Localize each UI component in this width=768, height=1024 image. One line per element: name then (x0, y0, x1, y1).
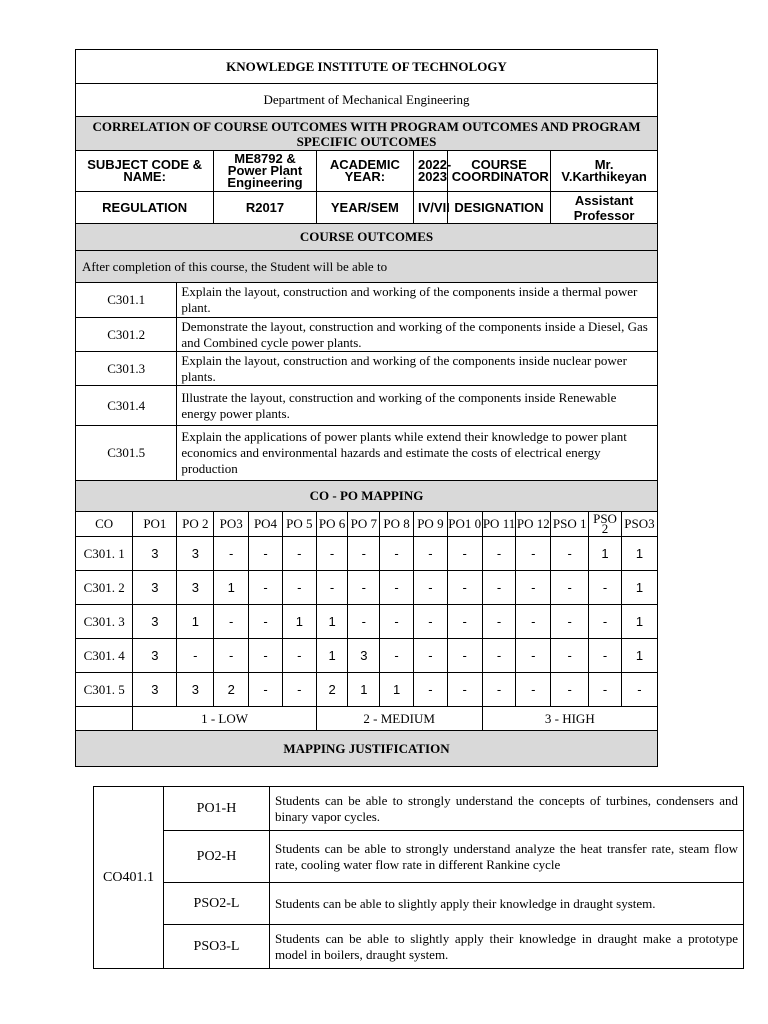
justification-label: PO1-H (164, 787, 270, 831)
mapping-cell: - (551, 639, 589, 673)
po-column-header: PSO 1 (551, 512, 589, 537)
mapping-cell: - (516, 673, 551, 707)
mapping-cell: - (214, 639, 249, 673)
correlation-table (75, 49, 658, 767)
justification-text: Students can be able to strongly understand analyze the heat transfer rate, steam flow rate, cooling water flow rate in different Rankine cycle (270, 831, 744, 883)
justification-text: Students can be able to slightly apply their knowledge in draught make a prototype model in boilers, draught system. (270, 925, 744, 969)
mapping-row-code: C301. 1 (76, 537, 133, 571)
co-code: C301.2 (76, 318, 177, 352)
mapping-cell: 1 (589, 537, 622, 571)
justification-text: Students can be able to strongly understand the concepts of turbines, condensers and binary vapor cycles. (270, 787, 744, 831)
po-column-header: PO3 (214, 512, 249, 537)
co-code: C301.3 (76, 352, 177, 386)
mapping-cell: - (380, 605, 414, 639)
mapping-cell: - (348, 605, 380, 639)
po-column-header: PO 7 (348, 512, 380, 537)
coordinator-label: COURSE COORDINATOR (447, 151, 550, 192)
po-column-header: PO 6 (316, 512, 348, 537)
mapping-cell: - (214, 537, 249, 571)
subject-value: ME8792 & Power Plant Engineering (214, 151, 316, 192)
mapping-cell: - (348, 571, 380, 605)
mapping-cell: - (482, 537, 516, 571)
mapping-justification-title: MAPPING JUSTIFICATION (76, 731, 658, 767)
mapping-cell: - (282, 571, 316, 605)
mapping-cell: - (282, 673, 316, 707)
po-column-header: PO 8 (380, 512, 414, 537)
mapping-cell: - (282, 639, 316, 673)
mapping-cell: - (249, 639, 283, 673)
designation-label: DESIGNATION (447, 192, 550, 224)
co-code: C301.1 (76, 283, 177, 318)
legend-high: 3 - HIGH (482, 707, 657, 731)
mapping-cell: - (249, 673, 283, 707)
po-column-header: PO 9 (414, 512, 448, 537)
mapping-cell: - (380, 537, 414, 571)
mapping-cell: - (447, 639, 482, 673)
mapping-cell: - (316, 571, 348, 605)
mapping-cell: - (447, 571, 482, 605)
course-outcomes-title: COURSE OUTCOMES (76, 224, 658, 251)
mapping-cell: 1 (621, 605, 657, 639)
coordinator-value: Mr. V.Karthikeyan (551, 151, 658, 192)
mapping-cell: 3 (133, 605, 177, 639)
mapping-row-code: C301. 2 (76, 571, 133, 605)
po-column-header: PO1 (133, 512, 177, 537)
po-column-header: PO 5 (282, 512, 316, 537)
mapping-cell: - (482, 605, 516, 639)
mapping-cell: 1 (177, 605, 214, 639)
co-code: C301.4 (76, 386, 177, 426)
po-column-header: PO 12 (516, 512, 551, 537)
mapping-cell: 1 (282, 605, 316, 639)
justification-table (93, 786, 744, 969)
co-description: Explain the applications of power plants while extend their knowledge to power plant economics and environmental hazards and estimate the costs of electrical energy production (177, 426, 658, 481)
mapping-cell: - (414, 639, 448, 673)
mapping-cell: 3 (177, 537, 214, 571)
mapping-cell: 3 (133, 537, 177, 571)
mapping-cell: 1 (348, 673, 380, 707)
mapping-cell: - (516, 639, 551, 673)
mapping-cell: - (589, 639, 622, 673)
mapping-cell: 2 (214, 673, 249, 707)
justification-label: PO2-H (164, 831, 270, 883)
co-po-mapping-title: CO - PO MAPPING (76, 481, 658, 512)
justification-label: PSO2-L (164, 883, 270, 925)
yearsem-value: IV/VII (414, 192, 448, 224)
correlation-title: CORRELATION OF COURSE OUTCOMES WITH PROGRAM OUTCOMES AND PROGRAM SPECIFIC OUTCOMES (76, 117, 658, 151)
mapping-cell: - (589, 571, 622, 605)
co-description: Explain the layout, construction and working of the components inside a thermal power plant. (177, 283, 658, 318)
mapping-cell: - (551, 571, 589, 605)
justification-label: PSO3-L (164, 925, 270, 969)
po-column-header: PO1 0 (447, 512, 482, 537)
mapping-cell: - (516, 571, 551, 605)
academic-year-label: ACADEMIC YEAR: (316, 151, 413, 192)
mapping-cell: - (348, 537, 380, 571)
mapping-cell: - (282, 537, 316, 571)
academic-year-value: 2022-2023 (414, 151, 448, 192)
mapping-cell: - (447, 605, 482, 639)
mapping-row-code: C301. 4 (76, 639, 133, 673)
mapping-cell: - (482, 571, 516, 605)
mapping-cell: - (589, 673, 622, 707)
mapping-cell: 3 (133, 639, 177, 673)
mapping-cell: - (551, 537, 589, 571)
mapping-cell: 3 (133, 673, 177, 707)
subject-label: SUBJECT CODE & NAME: (76, 151, 214, 192)
mapping-cell: 1 (316, 639, 348, 673)
mapping-cell: 3 (133, 571, 177, 605)
mapping-cell: - (177, 639, 214, 673)
po-column-header: PO4 (249, 512, 283, 537)
mapping-cell: 1 (621, 571, 657, 605)
legend-spacer (76, 707, 133, 731)
mapping-cell: - (414, 605, 448, 639)
po-column-header: PO 2 (177, 512, 214, 537)
mapping-cell: - (482, 673, 516, 707)
mapping-cell: 3 (177, 571, 214, 605)
mapping-cell: 1 (380, 673, 414, 707)
legend-medium: 2 - MEDIUM (316, 707, 482, 731)
mapping-cell: - (316, 537, 348, 571)
mapping-cell: - (621, 673, 657, 707)
course-outcomes-intro: After completion of this course, the Student will be able to (76, 251, 658, 283)
mapping-cell: - (214, 605, 249, 639)
mapping-cell: - (482, 639, 516, 673)
mapping-cell: - (414, 537, 448, 571)
mapping-cell: 1 (621, 537, 657, 571)
mapping-row-code: C301. 3 (76, 605, 133, 639)
mapping-cell: - (380, 571, 414, 605)
regulation-value: R2017 (214, 192, 316, 224)
mapping-cell: - (414, 571, 448, 605)
mapping-cell: - (414, 673, 448, 707)
po-column-header: PO 11 (482, 512, 516, 537)
po-column-header: PSO3 (621, 512, 657, 537)
department-name: Department of Mechanical Engineering (76, 84, 658, 117)
mapping-cell: - (551, 605, 589, 639)
mapping-cell: - (249, 605, 283, 639)
designation-value: Assistant Professor (551, 192, 658, 224)
mapping-cell: 3 (348, 639, 380, 673)
po-column-header: PSO 2 (589, 512, 622, 537)
mapping-cell: - (380, 639, 414, 673)
mapping-cell: - (589, 605, 622, 639)
yearsem-label: YEAR/SEM (316, 192, 413, 224)
legend-low: 1 - LOW (133, 707, 316, 731)
mapping-cell: - (516, 537, 551, 571)
mapping-cell: - (447, 673, 482, 707)
mapping-cell: - (249, 537, 283, 571)
justification-text: Students can be able to slightly apply their knowledge in draught system. (270, 883, 744, 925)
mapping-cell: 1 (316, 605, 348, 639)
co-description: Demonstrate the layout, construction and working of the components inside a Diesel, Gas and Combined cycle power plants. (177, 318, 658, 352)
regulation-label: REGULATION (76, 192, 214, 224)
mapping-cell: - (516, 605, 551, 639)
mapping-cell: 2 (316, 673, 348, 707)
mapping-cell: 3 (177, 673, 214, 707)
co-code: C301.5 (76, 426, 177, 481)
co-column-header: CO (76, 512, 133, 537)
mapping-cell: 1 (621, 639, 657, 673)
mapping-row-code: C301. 5 (76, 673, 133, 707)
justification-co-code: CO401.1 (94, 787, 164, 969)
mapping-cell: - (249, 571, 283, 605)
mapping-cell: - (551, 673, 589, 707)
mapping-cell: - (447, 537, 482, 571)
co-description: Illustrate the layout, construction and working of the components inside Renewable energy power plants. (177, 386, 658, 426)
mapping-cell: 1 (214, 571, 249, 605)
co-description: Explain the layout, construction and working of the components inside nuclear power plants. (177, 352, 658, 386)
institute-name: KNOWLEDGE INSTITUTE OF TECHNOLOGY (76, 50, 658, 84)
